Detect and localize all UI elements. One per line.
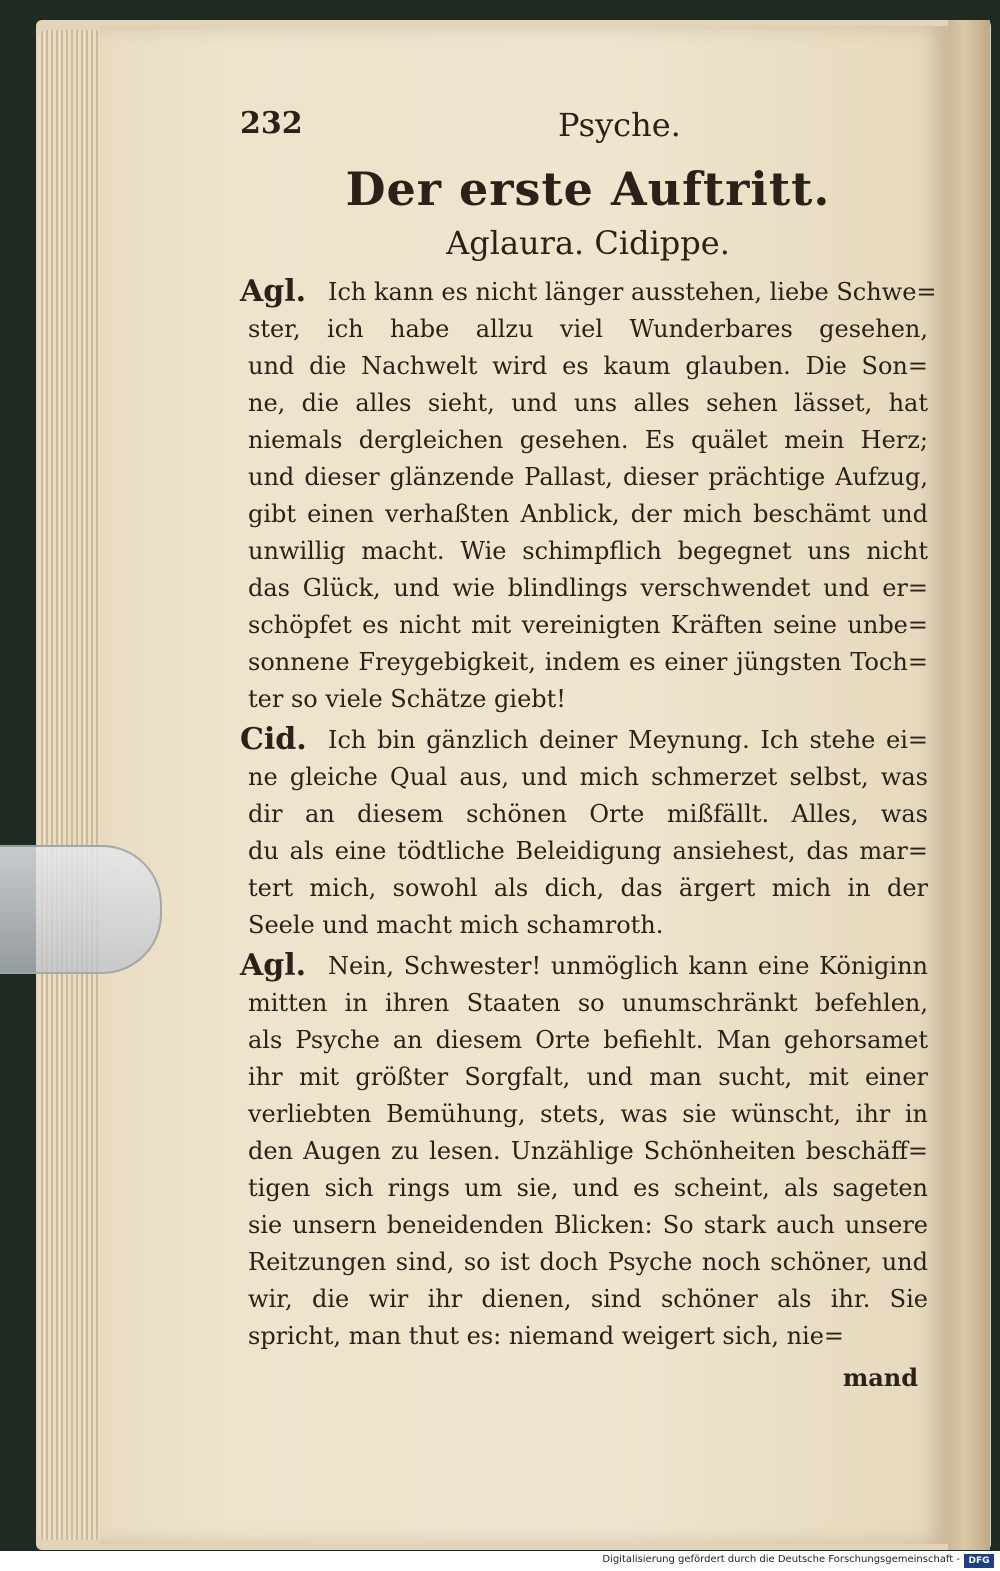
text-line: Nein, Schwester! unmöglich kann eine Königinn xyxy=(328,952,928,980)
speech-block xyxy=(240,948,928,1355)
text-line: sie unsern beneidenden Blicken: So stark auch unsere xyxy=(248,1211,928,1239)
text-line: wir, die wir ihr dienen, sind schöner als ihr. Sie xyxy=(248,1285,928,1313)
catchword: mand xyxy=(842,1363,918,1392)
text-line: dir an diesem schönen Orte mißfällt. Alles, was xyxy=(248,800,928,828)
text-line: ne gleiche Qual aus, und mich schmerzet selbst, was xyxy=(248,763,928,791)
text-line: und dieser glänzende Pallast, dieser prächtige Aufzug, xyxy=(248,463,928,491)
text-line: und die Nachwelt wird es kaum glauben. Die Son= xyxy=(248,352,928,380)
footer-credit: Digitalisierung gefördert durch die Deutsche Forschungsgemeinschaft - xyxy=(602,1554,960,1565)
text-line: sonnene Freygebigkeit, indem es einer jüngsten Toch= xyxy=(248,648,928,676)
text-line: ter so viele Schätze giebt! xyxy=(248,685,566,713)
text-line: schöpfet es nicht mit vereinigten Kräften seine unbe= xyxy=(248,611,928,639)
page-content xyxy=(240,96,937,1399)
text-line: ihr mit größter Sorgfalt, und man sucht, mit einer xyxy=(248,1063,928,1091)
text-line: den Augen zu lesen. Unzählige Schönheiten beschäff= xyxy=(248,1137,928,1165)
right-page-edge xyxy=(948,20,990,1550)
text-line: ne, die alles sieht, und uns alles sehen lässet, hat xyxy=(248,389,928,417)
running-head: Psyche. xyxy=(558,106,681,144)
text-line: du als eine tödtliche Beleidigung ansiehest, das mar= xyxy=(248,837,928,865)
speaker-name: Cid. xyxy=(240,722,307,757)
speaker-name: Agl. xyxy=(240,948,307,983)
text-line: mitten in ihren Staaten so unumschränkt befehlen, xyxy=(248,989,928,1017)
speaker-name: Agl. xyxy=(240,274,307,309)
text-line: Seele und macht mich schamroth. xyxy=(248,911,664,939)
page-header xyxy=(240,96,928,156)
footer-bar xyxy=(0,1551,1000,1571)
text-line: als Psyche an diesem Orte befiehlt. Man gehorsamet xyxy=(248,1026,928,1054)
page-number: 232 xyxy=(240,106,303,141)
text-line: spricht, man thut es: niemand weigert sich, nie= xyxy=(248,1322,845,1350)
catchword-row xyxy=(248,1359,928,1399)
dfg-logo: DFG xyxy=(964,1554,994,1568)
text-line: niemals dergleichen gesehen. Es quälet mein Herz; xyxy=(248,426,928,454)
text-line: unwillig macht. Wie schimpflich begegnet uns nicht xyxy=(248,537,928,565)
speeches xyxy=(240,274,937,1355)
scene-characters: Aglaura. Cidippe. xyxy=(446,224,730,262)
text-line: Ich bin gänzlich deiner Meynung. Ich stehe ei= xyxy=(328,726,928,754)
text-line: gibt einen verhaßten Anblick, der mich beschämt und xyxy=(248,500,928,528)
text-line: verliebten Bemühung, stets, was sie wünscht, ihr in xyxy=(248,1100,928,1128)
text-line: Reitzungen sind, so ist doch Psyche noch schöner, und xyxy=(248,1248,928,1276)
text-line: ster, ich habe allzu viel Wunderbares gesehen, xyxy=(248,315,928,343)
text-line: tert mich, sowohl als dich, das ärgert mich in der xyxy=(248,874,928,902)
text-line: das Glück, und wie blindlings verschwendet und er= xyxy=(248,574,928,602)
scene-title: Der erste Auftritt. xyxy=(345,162,831,216)
page-clip xyxy=(0,845,162,974)
speech-block xyxy=(240,274,937,718)
speech-block xyxy=(240,722,928,944)
text-line: tigen sich rings um sie, und es scheint, als sageten xyxy=(248,1174,928,1202)
text-line: Ich kann es nicht länger ausstehen, liebe Schwe= xyxy=(328,278,937,306)
